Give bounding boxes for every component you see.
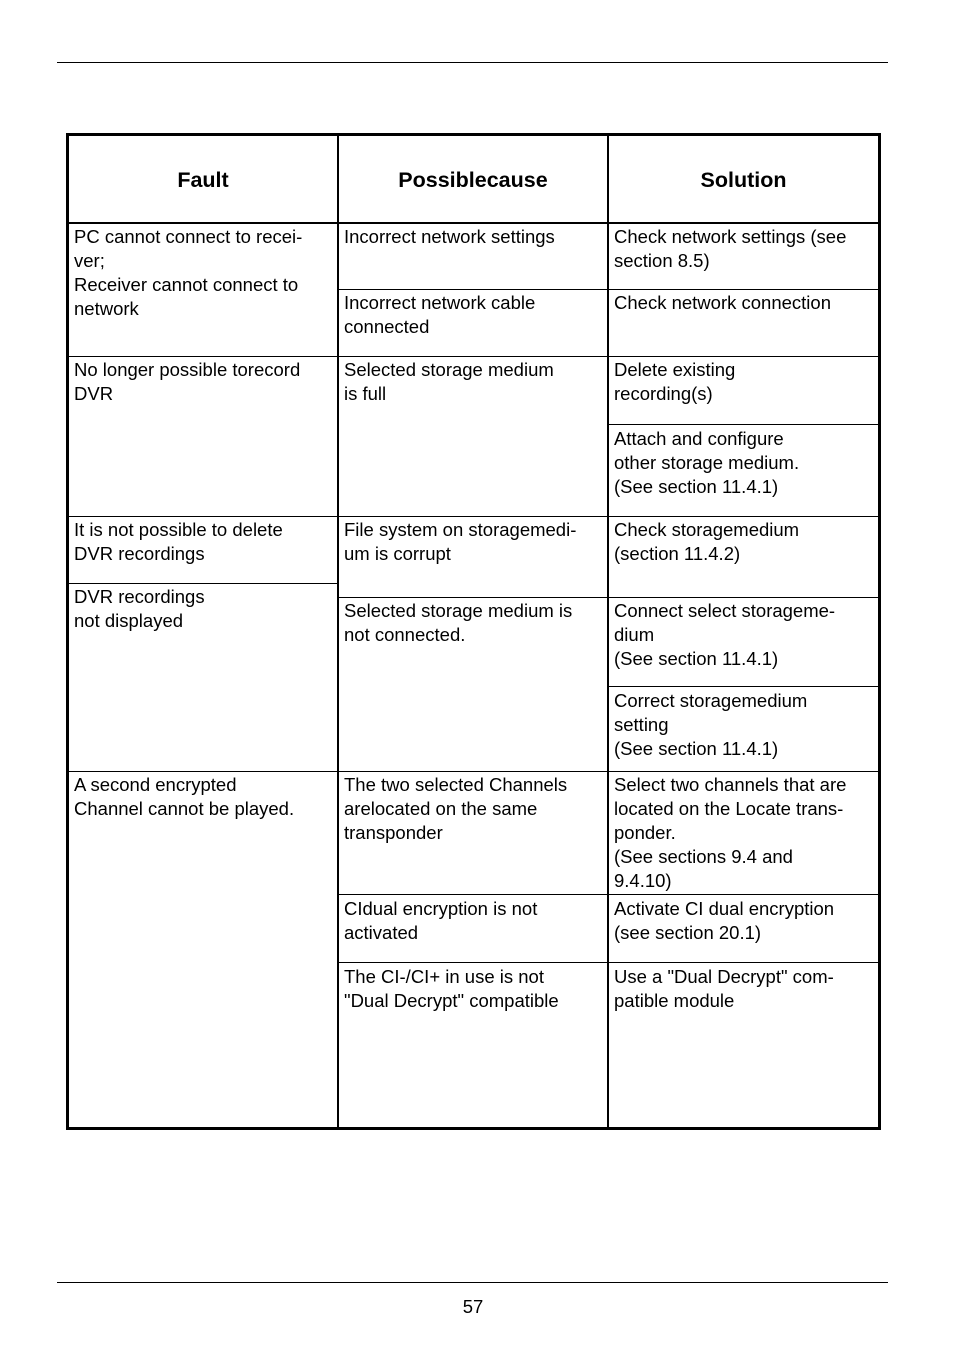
- solution-cell: Select two channels that are located on the Locate trans- ponder. (See sections 9.4 and 9.4.10): [614, 774, 847, 891]
- column-divider: [607, 136, 609, 1127]
- cause-cell: The two selected Channels arelocated on the same transponder: [344, 774, 568, 843]
- cause-cell: Selected storage medium is not connected.: [344, 600, 573, 645]
- header-solution: Solution: [700, 167, 787, 192]
- row-divider: [69, 516, 878, 517]
- cause-cell: The CI-/CI+ in use is not "Dual Decrypt" compatible: [344, 966, 559, 1011]
- solution-cell: Correct storagemedium setting (See section 11.4.1): [614, 690, 808, 759]
- header-fault: Fault: [177, 167, 229, 192]
- solution-cell: Attach and configure other storage medium. (See section 11.4.1): [614, 428, 800, 497]
- fault-cell: A second encrypted Channel cannot be played.: [74, 774, 295, 819]
- row-divider: [339, 289, 878, 290]
- row-divider: [609, 424, 878, 425]
- row-divider: [69, 583, 337, 584]
- row-divider: [339, 894, 878, 895]
- solution-cell: Check network connection: [614, 292, 831, 313]
- header-cause: Possiblecause: [398, 167, 548, 192]
- fault-cell: PC cannot connect to recei- ver; Receiver cannot connect to network: [74, 226, 303, 319]
- solution-cell: Delete existing recording(s): [614, 359, 736, 404]
- row-divider: [69, 356, 878, 357]
- row-divider: [69, 771, 878, 772]
- cause-cell: Incorrect network cable connected: [344, 292, 536, 337]
- fault-cell: It is not possible to delete DVR recordings: [74, 519, 283, 564]
- fault-cell: DVR recordings not displayed: [74, 586, 205, 631]
- footer-rule: [57, 1282, 888, 1283]
- row-divider: [339, 597, 878, 598]
- cause-cell: Selected storage medium is full: [344, 359, 554, 404]
- troubleshooting-table: [66, 133, 881, 1130]
- solution-cell: Check network settings (see section 8.5): [614, 226, 847, 271]
- solution-cell: Activate CI dual encryption (see section 20.1): [614, 898, 835, 943]
- page-number: 57: [462, 1296, 484, 1317]
- solution-cell: Check storagemedium (section 11.4.2): [614, 519, 800, 564]
- solution-cell: Use a "Dual Decrypt" com- patible module: [614, 966, 834, 1011]
- cause-cell: CIdual encryption is not activated: [344, 898, 538, 943]
- cause-cell: Incorrect network settings: [344, 226, 555, 247]
- row-divider: [339, 962, 878, 963]
- solution-cell: Connect select storageme- dium (See section 11.4.1): [614, 600, 836, 669]
- column-divider: [337, 136, 339, 1127]
- header-rule: [57, 62, 888, 63]
- cause-cell: File system on storagemedi- um is corrupt: [344, 519, 577, 564]
- row-divider: [609, 686, 878, 687]
- header-divider: [69, 222, 878, 224]
- fault-cell: No longer possible torecord DVR: [74, 359, 301, 404]
